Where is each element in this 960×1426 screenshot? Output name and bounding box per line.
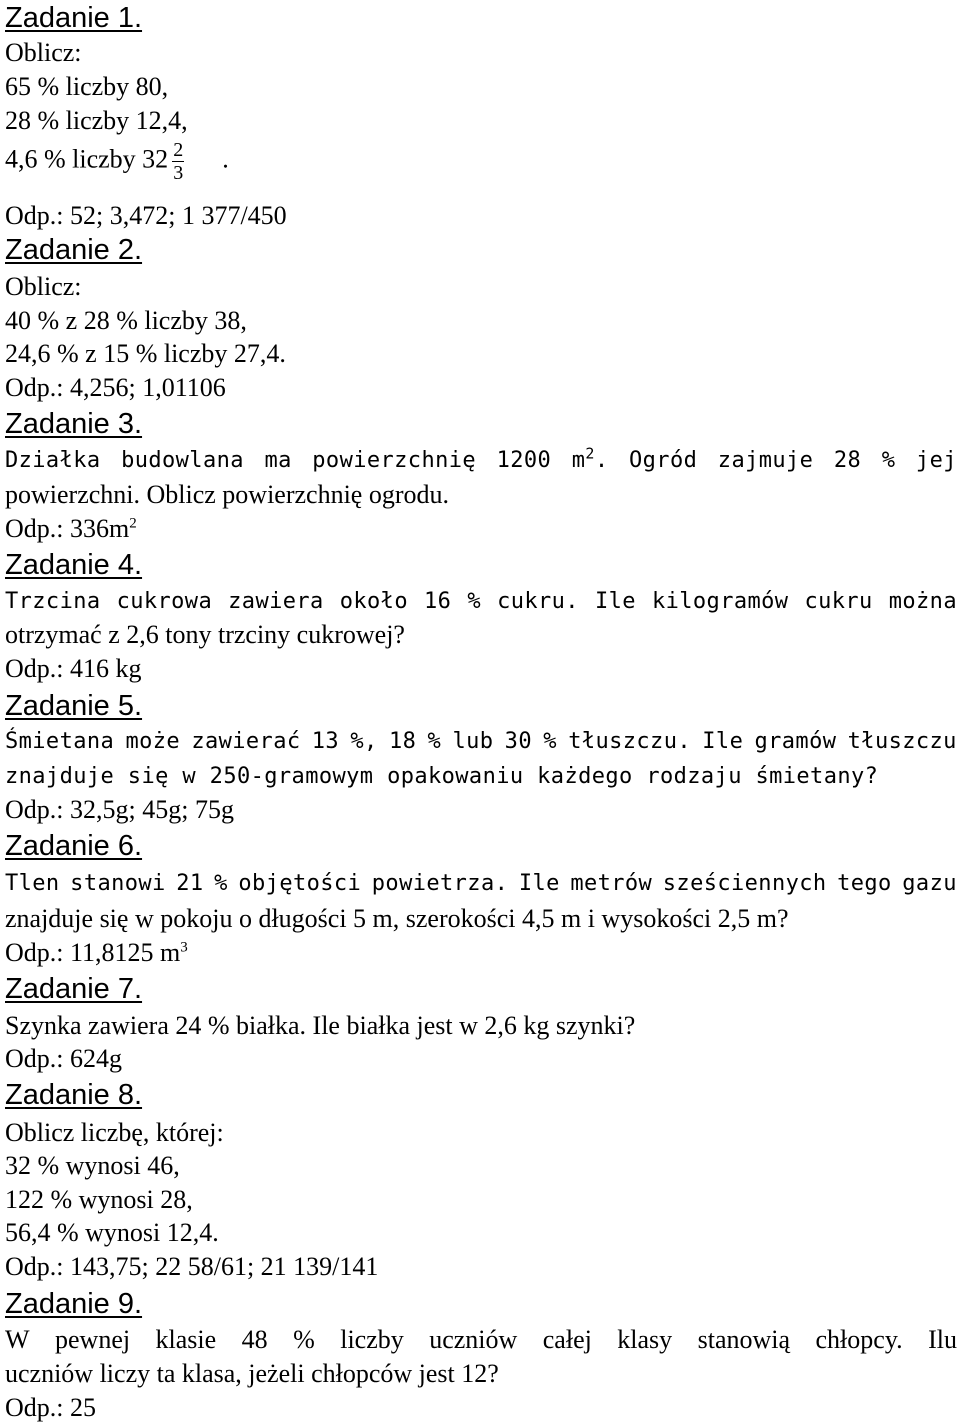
- task-2-line-1: Oblicz:: [5, 272, 82, 301]
- word: pewnej: [55, 1325, 131, 1354]
- word: stanowią: [697, 1325, 791, 1354]
- task-8-line-2: 32 % wynosi 46,: [5, 1151, 180, 1180]
- word-area-unit: [571, 444, 609, 473]
- fraction-two-thirds: [172, 140, 184, 183]
- task-5-text-line-1: [5, 731, 957, 753]
- word: objętości: [238, 871, 362, 896]
- fraction-denominator: 3: [173, 162, 184, 184]
- task-2-title: Zadanie 2.: [5, 234, 143, 266]
- word: ma: [264, 448, 292, 473]
- word: tego: [837, 871, 892, 896]
- word: %: [427, 729, 442, 754]
- word: Ile: [594, 589, 636, 614]
- task-8-title: Zadanie 8.: [5, 1079, 143, 1111]
- word: Tlen: [5, 871, 60, 896]
- task-3-text-line-2: powierzchni. Oblicz powierzchnię ogrodu.: [5, 480, 450, 509]
- task-9-text-line-2: uczniów liczy ta klasa, jeżeli chłopców jest 12?: [5, 1359, 499, 1388]
- word: całej: [542, 1325, 592, 1354]
- task-4-title: Zadanie 4.: [5, 549, 143, 581]
- word: 48: [241, 1325, 268, 1354]
- word: Ile: [518, 871, 560, 896]
- task-8-line-1: Oblicz liczbę, której:: [5, 1118, 224, 1147]
- word: klasy: [617, 1325, 673, 1354]
- task-8-line-3: 122 % wynosi 28,: [5, 1185, 193, 1214]
- word: %: [293, 1325, 315, 1354]
- word: 21: [176, 871, 204, 896]
- word: powierzchnię: [312, 448, 477, 473]
- fraction-suffix: .: [222, 144, 229, 174]
- word: gazu: [902, 871, 957, 896]
- word: gramów: [754, 729, 837, 754]
- task-4-text-line-1: [5, 591, 957, 613]
- word: 18: [388, 729, 417, 754]
- task-6-answer: [5, 940, 188, 966]
- task-8-answer: Odp.: 143,75; 22 58/61; 21 139/141: [5, 1252, 379, 1281]
- word: klasie: [155, 1325, 217, 1354]
- word: zajmuje: [717, 448, 814, 473]
- task-6-text-line-1: [5, 873, 957, 895]
- task-5-title: Zadanie 5.: [5, 690, 143, 722]
- task-6-text-line-2: znajduje się w pokoju o długości 5 m, szerokości 4,5 m i wysokości 2,5 m?: [5, 904, 789, 933]
- word: Ilu: [928, 1325, 957, 1354]
- word: budowlana: [121, 448, 244, 473]
- task-9-answer: Odp.: 25: [5, 1393, 96, 1422]
- superscript: 2: [585, 444, 595, 463]
- task-1-answer: Odp.: 52; 3,472; 1 377/450: [5, 201, 287, 230]
- task-1-fraction-line: [5, 140, 229, 183]
- word: Trzcina: [5, 589, 101, 614]
- answer-text: Odp.: 336m: [5, 514, 130, 543]
- word: powietrza.: [371, 871, 509, 896]
- task-2-line-2: 40 % z 28 % liczby 38,: [5, 306, 247, 335]
- word: zawierać: [191, 729, 301, 754]
- unit-m: m: [571, 448, 586, 473]
- task-4-text-line-2: otrzymać z 2,6 tony trzciny cukrowej?: [5, 620, 405, 649]
- word: 28: [833, 448, 862, 473]
- word: %: [467, 589, 482, 614]
- answer-text: Odp.: 11,8125 m: [5, 938, 181, 967]
- superscript: 3: [180, 939, 188, 956]
- word: chłopcy.: [815, 1325, 903, 1354]
- word: zawiera: [228, 589, 324, 614]
- word: 13: [311, 729, 340, 754]
- superscript: 2: [129, 515, 137, 532]
- word: cukrowa: [116, 589, 213, 614]
- word: cukru.: [497, 589, 579, 614]
- word: 16: [424, 589, 452, 614]
- word: Ogród: [629, 448, 698, 473]
- task-1-line-1: Oblicz:: [5, 38, 82, 67]
- word: %: [543, 729, 557, 754]
- word: metrów: [570, 871, 653, 896]
- word: Działka: [5, 448, 101, 473]
- word: Śmietana: [5, 729, 115, 754]
- word: Ile: [702, 729, 744, 754]
- word: stanowi: [70, 871, 166, 896]
- task-6-title: Zadanie 6.: [5, 830, 143, 862]
- word: tłuszczu: [847, 729, 957, 754]
- task-1-title: Zadanie 1.: [5, 2, 143, 34]
- task-8-line-4: 56,4 % wynosi 12,4.: [5, 1218, 219, 1247]
- task-9-title: Zadanie 9.: [5, 1288, 143, 1320]
- word: 1200: [496, 448, 552, 473]
- task-1-line-2: 65 % liczby 80,: [5, 72, 169, 101]
- word: uczniów: [429, 1325, 518, 1354]
- word: 30: [504, 729, 532, 754]
- task-7-text: Szynka zawiera 24 % białka. Ile białka jest w 2,6 kg szynki?: [5, 1011, 636, 1040]
- task-5-text-line-2: znajduje się w 250-gramowym opakowaniu każdego rodzaju śmietany?: [5, 764, 879, 789]
- task-7-answer: Odp.: 624g: [5, 1044, 122, 1073]
- period: .: [594, 448, 609, 473]
- word: kilogramów: [651, 589, 789, 614]
- word: %: [881, 448, 896, 473]
- word: około: [339, 589, 408, 614]
- task-5-answer: Odp.: 32,5g; 45g; 75g: [5, 795, 234, 824]
- word: jej: [915, 448, 957, 473]
- word: sześciennych: [662, 871, 827, 896]
- word: może: [125, 729, 181, 754]
- word: cukru: [804, 589, 873, 614]
- word: %: [214, 871, 228, 896]
- word: %,: [350, 729, 378, 754]
- task-4-answer: Odp.: 416 kg: [5, 654, 142, 683]
- task-3-answer: [5, 516, 137, 542]
- task-3-title: Zadanie 3.: [5, 408, 143, 440]
- task-2-line-3: 24,6 % z 15 % liczby 27,4.: [5, 339, 286, 368]
- task-1-line-3: 28 % liczby 12,4,: [5, 106, 188, 135]
- word: tłuszczu.: [568, 729, 691, 754]
- word: W: [5, 1325, 30, 1354]
- fraction-prefix: 4,6 % liczby 32: [5, 144, 169, 174]
- task-9-text-line-1: [5, 1327, 957, 1353]
- task-7-title: Zadanie 7.: [5, 973, 143, 1005]
- word: liczby: [340, 1325, 404, 1354]
- task-2-answer: Odp.: 4,256; 1,01106: [5, 373, 226, 402]
- task-3-text-line-1: [5, 444, 957, 473]
- word: lub: [452, 729, 494, 754]
- fraction-numerator: 2: [173, 139, 184, 161]
- word: można: [888, 589, 957, 614]
